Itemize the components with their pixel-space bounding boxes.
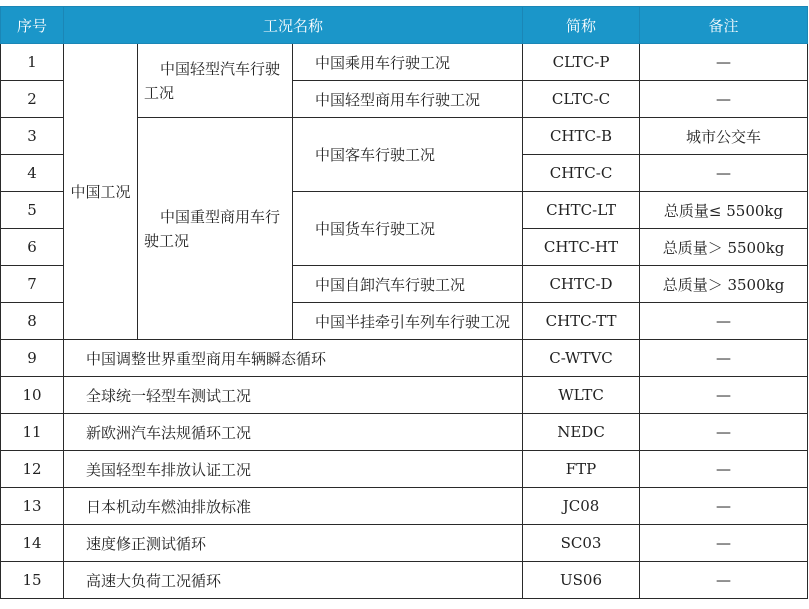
row-index: 10 <box>1 377 64 414</box>
table-row <box>1 451 808 488</box>
table-row <box>1 44 808 81</box>
row-name: 中国乘用车行驶工况 <box>293 44 523 81</box>
row-note: — <box>640 340 808 377</box>
table-row <box>1 525 808 562</box>
row-index: 13 <box>1 488 64 525</box>
table-row <box>1 377 808 414</box>
row-index: 3 <box>1 118 64 155</box>
row-name: 日本机动车燃油排放标准 <box>64 488 523 525</box>
row-abbr: JC08 <box>523 488 640 525</box>
group-heavy: 中国重型商用车行驶工况 <box>138 118 293 340</box>
row-note: 总质量＞ 5500kg <box>640 229 808 266</box>
row-index: 8 <box>1 303 64 340</box>
header-name: 工况名称 <box>64 7 523 44</box>
row-name: 高速大负荷工况循环 <box>64 562 523 599</box>
group-china: 中国工况 <box>64 44 138 340</box>
row-note: 总质量≤ 5500kg <box>640 192 808 229</box>
row-note: — <box>640 81 808 118</box>
row-index: 9 <box>1 340 64 377</box>
row-index: 2 <box>1 81 64 118</box>
header-row <box>1 7 808 44</box>
row-note: — <box>640 155 808 192</box>
row-name: 全球统一轻型车测试工况 <box>64 377 523 414</box>
row-note: — <box>640 525 808 562</box>
group-light: 中国轻型汽车行驶工况 <box>138 44 293 118</box>
header-abbr: 简称 <box>523 7 640 44</box>
row-name: 中国半挂牵引车列车行驶工况 <box>293 303 523 340</box>
row-name: 新欧洲汽车法规循环工况 <box>64 414 523 451</box>
row-note: — <box>640 488 808 525</box>
row-abbr: CLTC-P <box>523 44 640 81</box>
row-note: — <box>640 414 808 451</box>
row-note: — <box>640 303 808 340</box>
row-abbr: CHTC-LT <box>523 192 640 229</box>
row-index: 5 <box>1 192 64 229</box>
row-abbr: CHTC-D <box>523 266 640 303</box>
row-note: 总质量＞ 3500kg <box>640 266 808 303</box>
row-abbr: WLTC <box>523 377 640 414</box>
row-note: — <box>640 562 808 599</box>
row-name: 中国调整世界重型商用车辆瞬态循环 <box>64 340 523 377</box>
row-note: — <box>640 451 808 488</box>
row-index: 15 <box>1 562 64 599</box>
table-row <box>1 488 808 525</box>
table-row <box>1 340 808 377</box>
row-index: 11 <box>1 414 64 451</box>
row-index: 1 <box>1 44 64 81</box>
row-name: 中国货车行驶工况 <box>293 192 523 266</box>
row-index: 6 <box>1 229 64 266</box>
row-index: 12 <box>1 451 64 488</box>
header-index: 序号 <box>1 7 64 44</box>
row-abbr: FTP <box>523 451 640 488</box>
row-name: 中国自卸汽车行驶工况 <box>293 266 523 303</box>
row-abbr: C-WTVC <box>523 340 640 377</box>
row-abbr: CHTC-HT <box>523 229 640 266</box>
row-note: — <box>640 377 808 414</box>
row-abbr: NEDC <box>523 414 640 451</box>
row-name: 中国客车行驶工况 <box>293 118 523 192</box>
row-index: 4 <box>1 155 64 192</box>
row-abbr: SC03 <box>523 525 640 562</box>
row-abbr: CHTC-TT <box>523 303 640 340</box>
row-name: 美国轻型车排放认证工况 <box>64 451 523 488</box>
table-row <box>1 562 808 599</box>
conditions-table <box>0 6 808 599</box>
row-index: 14 <box>1 525 64 562</box>
row-note: — <box>640 44 808 81</box>
row-abbr: CHTC-B <box>523 118 640 155</box>
row-name: 速度修正测试循环 <box>64 525 523 562</box>
header-note: 备注 <box>640 7 808 44</box>
table-row <box>1 414 808 451</box>
row-abbr: CLTC-C <box>523 81 640 118</box>
row-index: 7 <box>1 266 64 303</box>
row-abbr: US06 <box>523 562 640 599</box>
row-abbr: CHTC-C <box>523 155 640 192</box>
row-note: 城市公交车 <box>640 118 808 155</box>
row-name: 中国轻型商用车行驶工况 <box>293 81 523 118</box>
